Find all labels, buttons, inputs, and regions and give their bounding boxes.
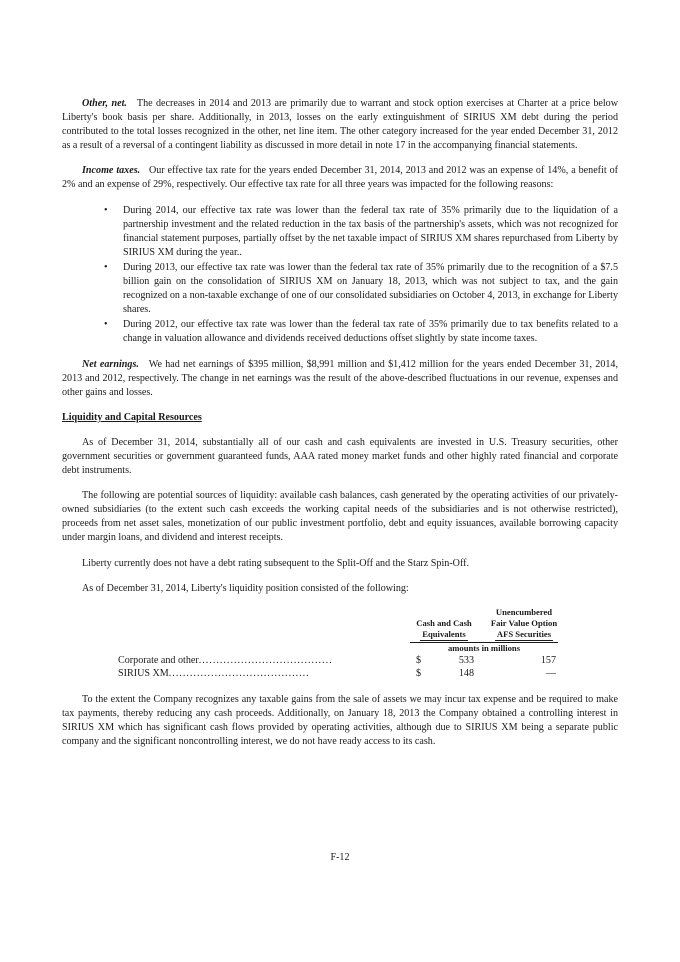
- other-net-lead: Other, net.: [82, 98, 127, 109]
- income-taxes-paragraph: [62, 164, 618, 192]
- bullet-text: During 2012, our effective tax rate was lower than the federal tax rate of 35% primarily due to tax benefits related to a change in valuation allowance and dividends received deductions offset slightly by state income taxes.: [123, 319, 618, 345]
- table-units: amounts in millions: [410, 642, 558, 654]
- income-taxes-lead: Income taxes.: [82, 165, 141, 177]
- bullet-text: During 2014, our effective tax rate was lower than the federal tax rate of 35% primarily due to the liquidation of a partnership investment and the related reduction in the tax basis of the partnership's assets, which was not recognized for financial statement purposes, partially offset by the net taxable impact of SIRIUS XM shares repurchased from Liberty by SIRIUS XM during the year..: [123, 204, 618, 258]
- liquidity-paragraph-1: As of December 31, 2014, substantially all of our cash and cash equivalents are invested in U.S. Treasury securities, other government securities or government guaranteed funds, AAA rated money market funds and other highly rated financial and corporate debt instruments.: [62, 436, 618, 477]
- bullet-text: During 2013, our effective tax rate was lower than the federal tax rate of 35% primarily due to the recognition of a $7.5 billion gain on the consolidation of SIRIUS XM on January 18, 2013, which was not subject to tax, and the gain recognized on a non-taxable exchange of one of our consolidated subsidiaries on October 4, 2013, in exchange for Liberty shares.: [123, 261, 618, 316]
- table-row: [62, 667, 618, 680]
- row-dollar-sign: $: [416, 654, 422, 666]
- table-row: [62, 654, 618, 667]
- liquidity-paragraph-4: As of December 31, 2014, Liberty's liquidity position consisted of the following:: [82, 582, 409, 594]
- table-header-afs-line1: Fair Value Option: [490, 617, 558, 628]
- row-label: Corporate and other......................................: [118, 654, 333, 666]
- bullet-icon: •: [104, 319, 108, 331]
- income-taxes-bullets: [62, 204, 618, 347]
- liquidity-paragraph-5: To the extent the Company recognizes any taxable gains from the sale of assets we may incur tax expense and be required to make tax payments, thereby reducing any cash proceeds. Additionally, on January 18, 2013 the Company obtained a controlling interest in SIRIUS XM which has significant cash flows provided by operating activities, although due to SIRIUS XM being a separate public company and the significant noncontrolling interest, we do not have ready access to its cash.: [62, 693, 618, 747]
- liquidity-table: [62, 607, 618, 681]
- table-header-afs-line2: AFS Securities: [496, 628, 552, 639]
- income-taxes-text: Our effective tax rate for the years ended December 31, 2014, 2013 and 2012 was an expense of 14%, a benefit of 2% and an expense of 29%, respectively. Our effective tax rate for all three years was impacted for the following reasons:: [62, 165, 618, 191]
- row-label: SIRIUS XM........................................: [118, 667, 310, 679]
- table-header-afs: [486, 607, 562, 641]
- table-header-afs-line0: Unencumbered: [495, 606, 553, 617]
- liquidity-heading: Liquidity and Capital Resources: [62, 411, 202, 423]
- other-net-paragraph: [62, 97, 618, 153]
- page-number: F-12: [330, 852, 350, 863]
- bullet-item: [62, 318, 618, 346]
- bullet-item: [62, 204, 618, 260]
- net-earnings-text: We had net earnings of $395 million, $8,991 million and $1,412 million for the years ended December 31, 2014, 2013 and 2012, respectively. The change in net earnings was the result of the above-described fluctuations in our revenue, expenses and other gains and losses.: [62, 358, 619, 398]
- row-afs-value: —: [545, 667, 556, 679]
- liquidity-paragraph-2: The following are potential sources of liquidity: available cash balances, cash generated by the operating activities of our privately-owned subsidiaries (to the extent such cash exceeds the working capital needs of the subsidiaries and is not otherwise restricted), proceeds from net asset sales, monetization of our public investment portfolio, debt and equity issuances, available borrowing capacity under margin loans, and dividend and interest receipts.: [62, 490, 618, 544]
- liquidity-paragraph-3: Liberty currently does not have a debt rating subsequent to the Split-Off and the Starz Spin-Off.: [82, 557, 470, 569]
- row-cash-value: 148: [458, 667, 474, 679]
- net-earnings-lead: Net earnings.: [82, 358, 139, 370]
- row-afs-value: 157: [540, 654, 556, 666]
- net-earnings-paragraph: [62, 358, 618, 400]
- bullet-icon: •: [104, 204, 108, 216]
- row-dollar-sign: $: [416, 667, 422, 679]
- other-net-text: The decreases in 2014 and 2013 are primarily due to warrant and stock option exercises at Charter at a price below Liberty's book basis per share. Additionally, in 2013, losses on the early extinguishment of SIRIUS XM debt during the period contributed to the total losses recognized in the other, net line item. The other category increased for the year ended December 31, 2012 as a result of a reversal of a contingent liability as discussed in more detail in note 17 in the accompanying financial statements.: [62, 98, 618, 152]
- document-page: [62, 97, 618, 760]
- table-header-cash-line2: Equivalents: [422, 628, 466, 639]
- row-cash-value: 533: [458, 654, 474, 666]
- bullet-item: [62, 261, 618, 317]
- bullet-icon: •: [104, 261, 108, 273]
- table-header-cash-line1: Cash and Cash: [416, 617, 472, 628]
- table-header-cash: [410, 618, 478, 641]
